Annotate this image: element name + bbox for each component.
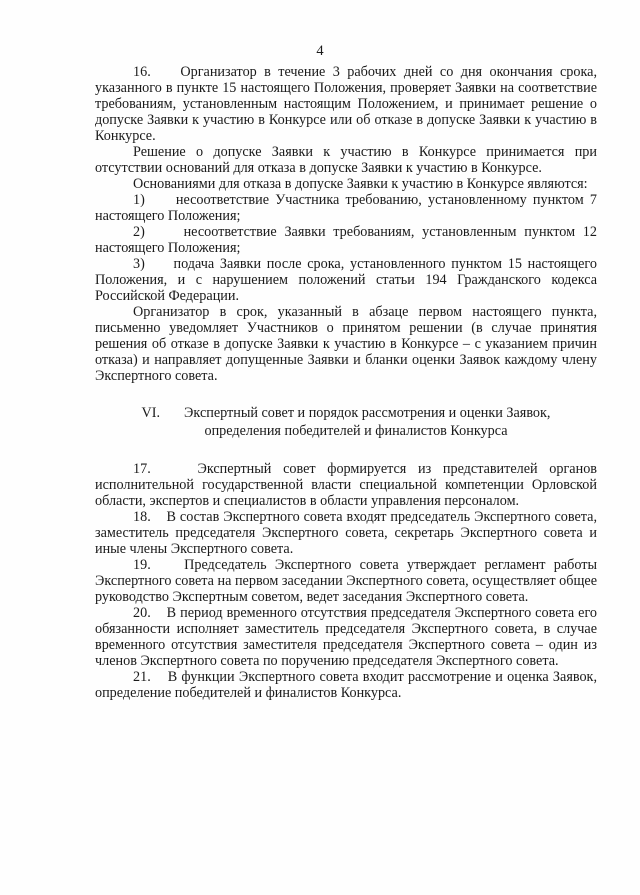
list-item-3: 3) подача Заявки после срока, установленного пунктом 15 настоящего Положения, и с нарушением положений статьи 194 Гражданского кодекса Российской Федерации. (95, 256, 597, 304)
document-body (95, 64, 597, 701)
page-number: 4 (316, 43, 324, 59)
list-item-1: 1) несоответствие Участника требованию, установленному пунктом 7 настоящего Положения; (95, 192, 597, 224)
paragraph-notification: Организатор в срок, указанный в абзаце первом настоящего пункта, письменно уведомляет Участников о принятом решении (в случае принятия решения об отказе в допуске Заявки к участию в Конкурсе – с указанием причин отказа) и направляет допущенные Заявки и бланки оценки Заявок каждому члену Экспертного совета. (95, 304, 597, 384)
paragraph-18: 18. В состав Экспертного совета входят председатель Экспертного совета, заместитель председателя Экспертного совета, секретарь Экспертного совета и иные члены Экспертного совета. (95, 509, 597, 557)
paragraph-16: 16. Организатор в течение 3 рабочих дней со дня окончания срока, указанного в пункте 15 настоящего Положения, проверяет Заявки на соответствие требованиям, установленным настоящим Положением, и принимает решение о допуске Заявки к участию в Конкурсе или об отказе в допуске Заявки к участию в Конкурсе. (95, 64, 597, 144)
list-item-2: 2) несоответствие Заявки требованиям, установленным пунктом 12 настоящего Положения; (95, 224, 597, 256)
section-number: VI. (141, 405, 161, 421)
paragraph-17: 17. Экспертный совет формируется из представителей органов исполнительной государственной власти специальной компетенции Орловской области, экспертов и специалистов в области управления персоналом. (95, 461, 597, 509)
section-title-line1: Экспертный совет и порядок рассмотрения и оценки Заявок, (184, 405, 551, 421)
section-title-line2: определения победителей и финалистов Конкурса (204, 423, 508, 439)
paragraph-19: 19. Председатель Экспертного совета утверждает регламент работы Экспертного совета на первом заседании Экспертного совета, осуществляет общее руководство Экспертным советом, ведет заседания Экспертного совета. (95, 557, 597, 605)
section-heading (95, 404, 597, 440)
paragraph-20: 20. В период временного отсутствия председателя Экспертного совета его обязанности исполняет заместитель председателя Экспертного совета, в случае временного отсутствия заместителя председателя Экспертного совета – один из членов Экспертного совета по поручению председателя Экспертного совета. (95, 605, 597, 669)
paragraph-21: 21. В функции Экспертного совета входит рассмотрение и оценка Заявок, определение победителей и финалистов Конкурса. (95, 669, 597, 701)
paragraph-admission-decision: Решение о допуске Заявки к участию в Конкурсе принимается при отсутствии оснований для отказа в допуске Заявки к участию в Конкурсе. (95, 144, 597, 176)
paragraph-rejection-grounds: Основаниями для отказа в допуске Заявки к участию в Конкурсе являются: (133, 176, 588, 192)
